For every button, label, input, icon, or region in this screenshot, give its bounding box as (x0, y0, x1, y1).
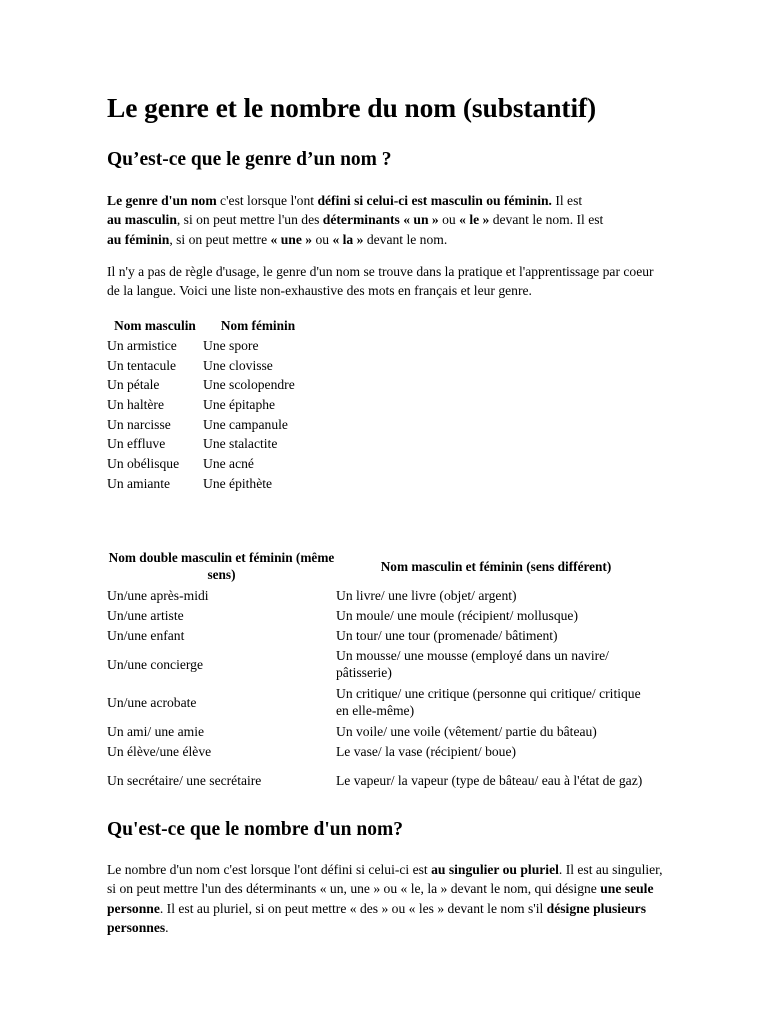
bold-text: défini si celui-ci est masculin ou féminin. (317, 193, 552, 208)
table-header: Nom féminin (220, 318, 296, 333)
table-header: Nom masculin et féminin (sens différent) (380, 558, 612, 574)
table-cell: Un armistice (107, 337, 177, 353)
paragraph-genre-definition (107, 191, 667, 249)
bold-text: désigne plusieurs personnes (107, 900, 646, 936)
table-cell: Un/une artiste (107, 607, 184, 623)
table-header: Nom double masculin et féminin (même sens) (108, 550, 335, 582)
table-cell: Un/une après-midi (107, 587, 209, 603)
table-row (107, 375, 313, 395)
bold-text: au féminin (107, 231, 170, 247)
table-cell: Un ami/ une amie (107, 723, 205, 739)
text-run: Il est (551, 193, 583, 208)
table-cell: Un obélisque (107, 455, 180, 471)
bold-text: Le genre d'un nom (107, 193, 217, 208)
table-header-row (107, 316, 313, 336)
table-cell: Une spore (203, 337, 259, 353)
bold-text: au masculin (107, 212, 177, 228)
table-cell: Un critique/ une critique (personne qui critique/ critique en elle-même) (336, 686, 641, 718)
text-run: . Il est au pluriel, si on peut mettre « des » ou « les » devant le nom s'il (159, 900, 547, 916)
table-row (107, 585, 656, 605)
table-row (107, 741, 656, 761)
table-row (107, 761, 656, 799)
table-cell: Une épitaphe (203, 396, 276, 412)
bold-text: déterminants « un » (322, 212, 439, 228)
table-cell: Un/une acrobate (107, 694, 197, 710)
text-run: . (165, 920, 169, 936)
table-cell: Une scolopendre (203, 377, 295, 393)
table-row (107, 683, 656, 721)
table-header: Nom masculin (114, 318, 196, 333)
table-cell: Un mousse/ une mousse (employé dans un navire/ pâtisserie) (336, 648, 609, 680)
table-cell: Une stalactite (203, 436, 278, 452)
text-run: , si on peut mettre (169, 231, 271, 247)
table-cell: Un élève/une élève (107, 743, 212, 759)
text-run: , si on peut mettre l'un des (176, 212, 323, 228)
table-row (107, 721, 656, 741)
text-run: ou (312, 231, 333, 247)
bold-text: « le » (459, 212, 490, 228)
table-cell: Un tour/ une tour (promenade/ bâtiment) (336, 627, 558, 643)
table-cell: Un haltère (107, 396, 164, 412)
paragraph-nombre-definition (107, 860, 667, 938)
table-cell: Une acné (203, 455, 254, 471)
table-cell: Un voile/ une voile (vêtement/ partie du bâteau) (336, 723, 597, 739)
bold-text: au singulier ou pluriel (431, 862, 559, 877)
text-run: . Il est au singulier, si on peut mettre l'un des déterminants « un, une » ou « le, la » devant le nom, qui désigne (107, 862, 663, 897)
table-row (107, 434, 313, 454)
paragraph-genre-usage: Il n'y a pas de règle d'usage, le genre d'un nom se trouve dans la pratique et l'apprentissage par coeur de la langue. Voici une liste non-exhaustive des mots en français et leur genre. (107, 264, 654, 299)
table-cell: Le vapeur/ la vapeur (type de bâteau/ eau à l'état de gaz) (336, 772, 643, 788)
table-cell: Un moule/ une moule (récipient/ mollusque) (336, 607, 578, 623)
table-row (107, 474, 313, 494)
text-run: ou (438, 212, 460, 228)
table-cell: Un pétale (107, 377, 160, 393)
table-cell: Un narcisse (107, 416, 171, 432)
gender-table (107, 316, 313, 494)
table-row (107, 645, 656, 683)
table-cell: Une épithète (203, 475, 273, 491)
table-cell: Un effluve (107, 436, 166, 452)
section-heading-genre: Qu’est-ce que le genre d’un nom ? (107, 149, 392, 170)
table-cell: Un amiante (107, 475, 171, 491)
table-cell: Un livre/ une livre (objet/ argent) (336, 587, 517, 603)
double-gender-table (107, 547, 656, 799)
text-run: c'est lorsque l'ont (216, 193, 318, 208)
table-row (107, 336, 313, 356)
text-run: Le nombre d'un nom c'est lorsque l'ont défini si celui-ci est (107, 862, 432, 877)
table-cell: Une clovisse (203, 357, 273, 373)
table-cell: Le vase/ la vase (récipient/ boue) (336, 743, 517, 759)
table-cell: Un secrétaire/ une secrétaire (107, 772, 262, 788)
table-row (107, 356, 313, 376)
table-row (107, 625, 656, 645)
table-row (107, 605, 656, 625)
text-run: devant le nom. Il est (489, 212, 604, 228)
table-cell: Un/une concierge (107, 656, 203, 672)
table-header-row (107, 547, 656, 585)
bold-text: « la » (332, 231, 364, 247)
bold-text: une seule personne (107, 881, 654, 916)
section-heading-nombre: Qu'est-ce que le nombre d'un nom? (107, 819, 403, 840)
page-title: Le genre et le nombre du nom (substantif) (107, 92, 597, 123)
table-cell: Un tentacule (107, 357, 177, 373)
table-cell: Une campanule (203, 416, 288, 432)
bold-text: « une » (270, 231, 313, 247)
table-row (107, 415, 313, 435)
table-cell: Un/une enfant (107, 627, 185, 643)
table-row (107, 395, 313, 415)
table-row (107, 454, 313, 474)
text-run: devant le nom. (363, 231, 448, 247)
